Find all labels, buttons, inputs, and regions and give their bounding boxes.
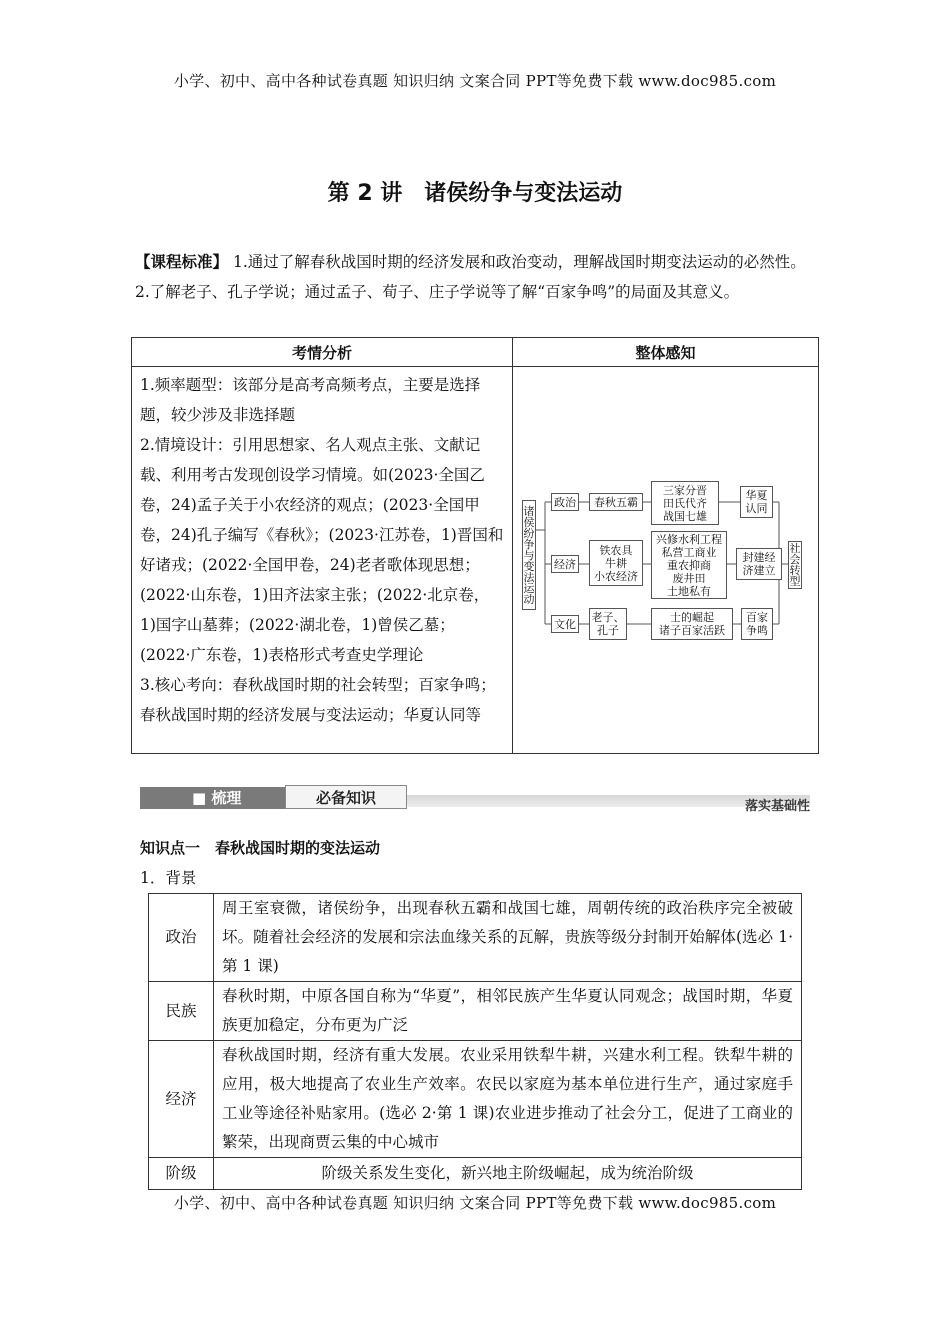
diagram-root: 诸侯纷争与变法运动 — [522, 500, 536, 610]
overview-header-analysis: 考情分析 — [132, 338, 513, 367]
course-standard — [135, 247, 815, 307]
diagram-events-economy: 兴修水利工程 私营工商业 重农抑商 废井田 土地私有 — [651, 531, 727, 599]
row-key: 民族 — [149, 982, 214, 1041]
row-value: 春秋时期，中原各国自称为“华夏”，相邻民族产生华夏认同观念；战国时期，华夏族更加稳定，分布更为广泛 — [214, 982, 802, 1041]
row-key: 阶级 — [149, 1158, 214, 1190]
section-tab-sorting: ■ 梳理 — [140, 787, 285, 809]
course-standard-text: 1.通过了解春秋战国时期的经济发展和政治变动，理解战国时期变法运动的必然性。2.了解老子、孔子学说；通过孟子、荀子、庄子学说等了解“百家争鸣”的局面及其意义。 — [135, 253, 806, 301]
diagram-cause-culture: 老子、 孔子 — [589, 608, 627, 640]
page-title: 第 2 讲 诸侯纷争与变法运动 — [327, 181, 623, 206]
row-key: 政治 — [149, 894, 214, 982]
overview-diagram — [513, 367, 819, 754]
diagram-result-culture: 百家 争鸣 — [741, 608, 773, 640]
diagram-cause-politics: 春秋五霸 — [589, 493, 643, 511]
row-key: 经济 — [149, 1041, 214, 1158]
background-table — [148, 893, 802, 1190]
diagram-events-culture: 士的崛起 诸子百家活跃 — [651, 608, 733, 640]
background-subheading: 1．背景 — [140, 869, 197, 887]
page-header: 小学、初中、高中各种试卷真题 知识归纳 文案合同 PPT等免费下载 www.doc985.com — [173, 72, 777, 90]
analysis-item: 1.频率题型：该部分是高考高频考点，主要是选择题，较少涉及非选择题 — [140, 376, 481, 424]
diagram-events-politics: 三家分晋 田氏代齐 战国七雄 — [651, 481, 719, 525]
knowledge-point-title: 知识点一 春秋战国时期的变法运动 — [140, 839, 381, 857]
diagram-branch-economy: 经济 — [551, 555, 579, 573]
section-tab-knowledge: 必备知识 — [285, 785, 407, 809]
page-footer: 小学、初中、高中各种试卷真题 知识归纳 文案合同 PPT等免费下载 www.doc985.com — [173, 1194, 777, 1212]
table-row — [149, 982, 802, 1041]
analysis-item: 2.情境设计：引用思想家、名人观点主张、文献记载、利用考古发现创设学习情境。如(2023·全国乙卷，24)孟子关于小农经济的观点；(2023·全国甲卷，24)孔子编写《春秋》；(2023·江苏卷，1)晋国和好诸戎；(2022·全国甲卷，24)老者歌体现思想；(2022·山东卷，1)田齐法家主张；(2022·北京卷，1)国字山墓葬；(2022·湖北卷，1)曾侯乙墓；(2022·广东卷，1)表格形式考查史学理论 — [140, 436, 504, 664]
diagram-result-economy: 封建经 济建立 — [736, 548, 782, 580]
overview-header-perception: 整体感知 — [513, 338, 819, 367]
table-row — [149, 1041, 802, 1158]
table-row — [149, 1158, 802, 1190]
diagram-result-politics: 华夏 认同 — [740, 486, 773, 518]
diagram-final: 社会转型 — [789, 542, 801, 588]
diagram-branch-politics: 政治 — [551, 493, 579, 511]
row-value: 春秋战国时期，经济有重大发展。农业采用铁犁牛耕，兴建水利工程。铁犁牛耕的应用，极大地提高了农业生产效率。农民以家庭为基本单位进行生产，通过家庭手工业等途径补贴家用。(选必 2·第 1 课)农业进步推动了社会分工，促进了工商业的繁荣，出现商贾云集的中心城市 — [214, 1041, 802, 1158]
course-standard-label: 【课程标准】 — [135, 253, 229, 271]
diagram-branch-culture: 文化 — [551, 615, 579, 633]
section-right-label: 落实基础性 — [744, 799, 810, 814]
overview-table — [131, 337, 819, 754]
analysis-cell — [132, 367, 513, 754]
diagram-cause-economy: 铁农具 牛耕 小农经济 — [589, 540, 643, 586]
row-value: 周王室衰微，诸侯纷争，出现春秋五霸和战国七雄，周朝传统的政治秩序完全被破坏。随着社会经济的发展和宗法血缘关系的瓦解，贵族等级分封制开始解体(选必 1·第 1 课) — [214, 894, 802, 982]
section-bar — [140, 785, 810, 813]
row-value: 阶级关系发生变化，新兴地主阶级崛起，成为统治阶级 — [214, 1158, 802, 1190]
table-row — [149, 894, 802, 982]
analysis-item: 3.核心考向：春秋战国时期的社会转型；百家争鸣；春秋战国时期的经济发展与变法运动；华夏认同等 — [140, 676, 496, 724]
